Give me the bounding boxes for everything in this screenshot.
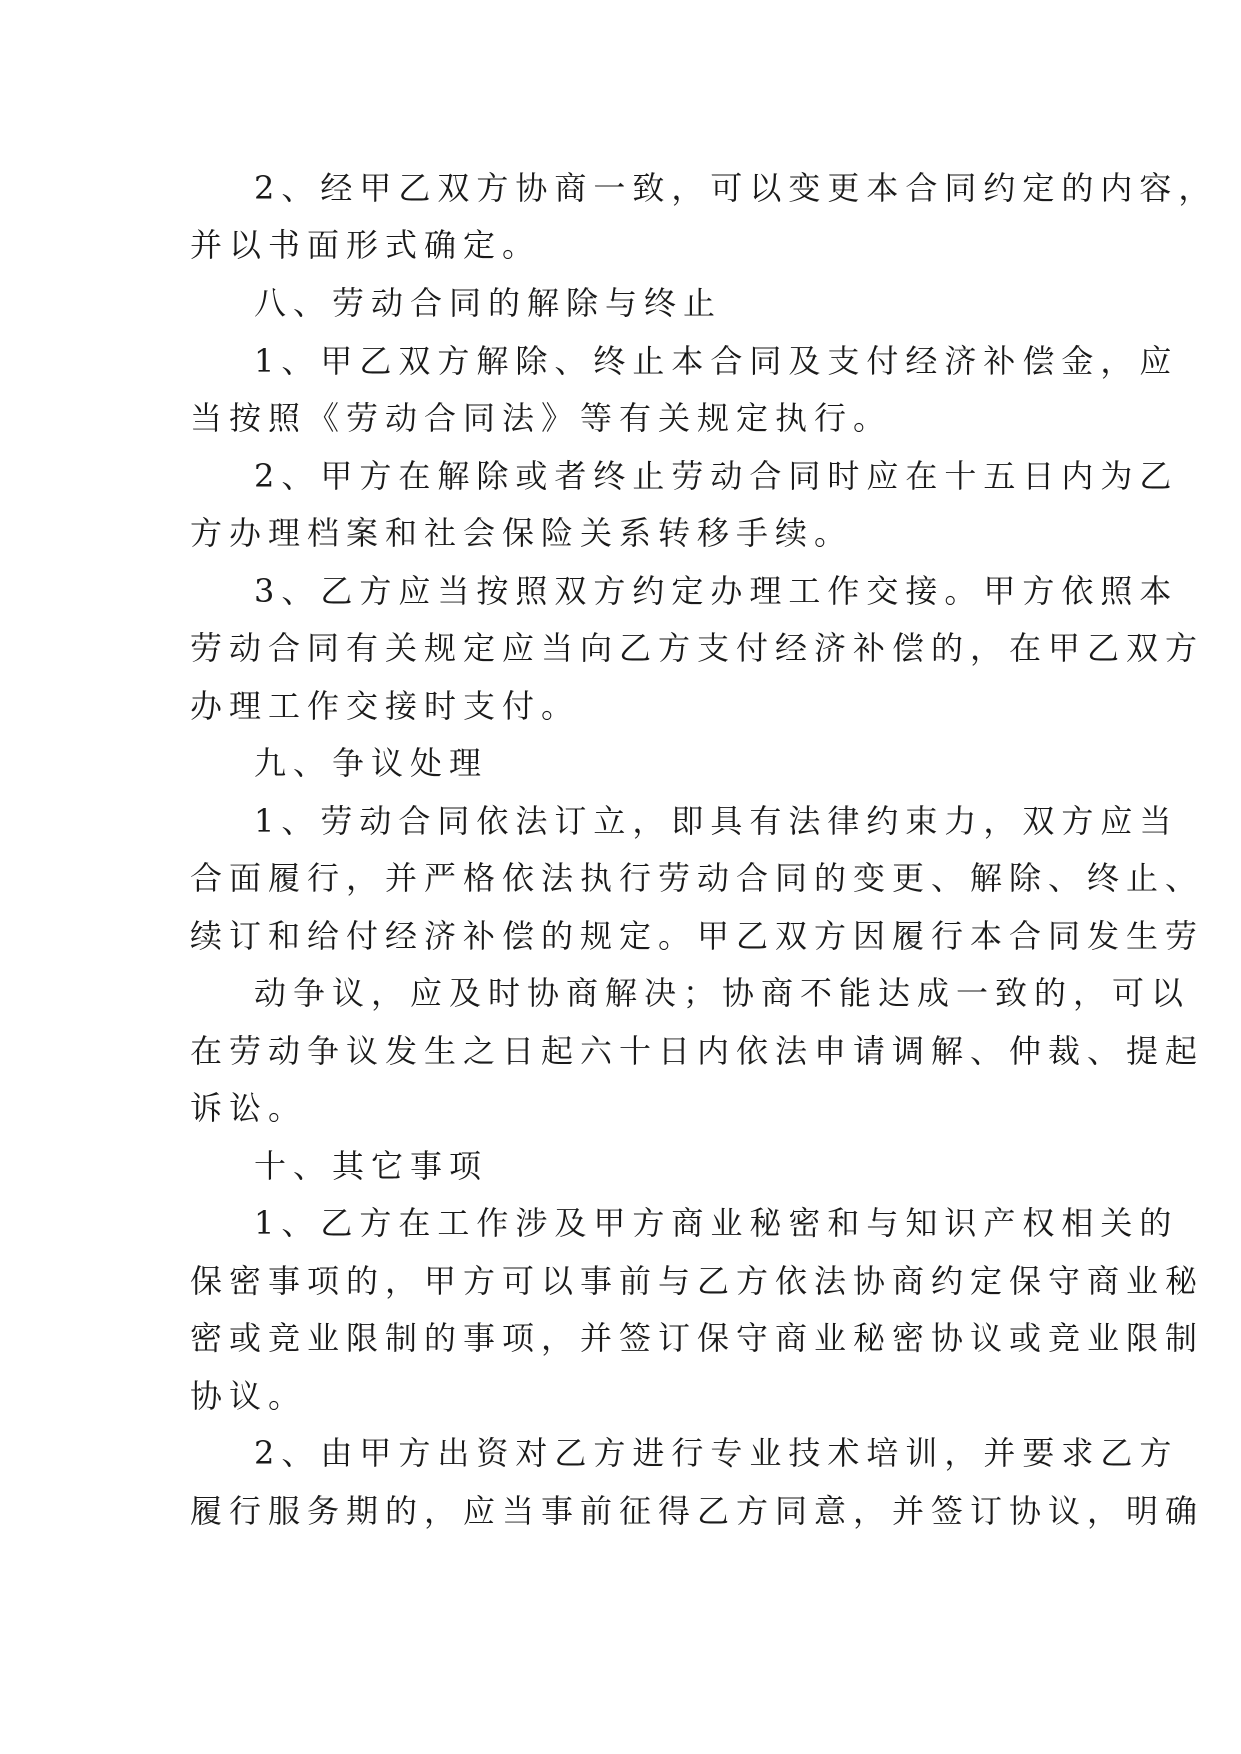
section-heading: 八、劳动合同的解除与终止 [254,284,723,322]
paragraph-line: 合面履行，并严格依法执行劳动合同的变更、解除、终止、 [190,859,1205,897]
paragraph-line: 履行服务期的，应当事前征得乙方同意，并签订协议，明确 [190,1492,1205,1530]
paragraph-line: 续订和给付经济补偿的规定。甲乙双方因履行本合同发生劳 [190,917,1205,955]
paragraph-line: 2、经甲乙双方协商一致，可以变更本合同约定的内容， [254,169,1218,207]
paragraph-line: 2、甲方在解除或者终止劳动合同时应在十五日内为乙 [254,457,1179,495]
paragraph-line: 协议。 [190,1377,308,1415]
paragraph-line: 2、由甲方出资对乙方进行专业技术培训，并要求乙方 [254,1434,1179,1472]
paragraph-line: 密或竞业限制的事项，并签订保守商业秘密协议或竞业限制 [190,1319,1205,1357]
paragraph-line: 劳动合同有关规定应当向乙方支付经济补偿的，在甲乙双方 [190,629,1205,667]
paragraph-line: 在劳动争议发生之日起六十日内依法申请调解、仲裁、提起 [190,1032,1205,1070]
paragraph-line: 诉讼。 [190,1089,308,1127]
paragraph-line: 动争议，应及时协商解决；协商不能达成一致的，可以 [254,974,1191,1012]
paragraph-line: 方办理档案和社会保险关系转移手续。 [190,514,854,552]
paragraph-line: 保密事项的，甲方可以事前与乙方依法协商约定保守商业秘 [190,1262,1205,1300]
paragraph-line: 并以书面形式确定。 [190,226,542,264]
paragraph-line: 1、甲乙双方解除、终止本合同及支付经济补偿金，应 [254,342,1179,380]
paragraph-line: 1、乙方在工作涉及甲方商业秘密和与知识产权相关的 [254,1204,1179,1242]
paragraph-line: 办理工作交接时支付。 [190,687,581,725]
section-heading: 十、其它事项 [254,1147,489,1185]
section-heading: 九、争议处理 [254,744,489,782]
paragraph-line: 3、乙方应当按照双方约定办理工作交接。甲方依照本 [254,572,1179,610]
paragraph-line: 当按照《劳动合同法》等有关规定执行。 [190,399,893,437]
paragraph-line: 1、劳动合同依法订立，即具有法律约束力，双方应当 [254,802,1179,840]
